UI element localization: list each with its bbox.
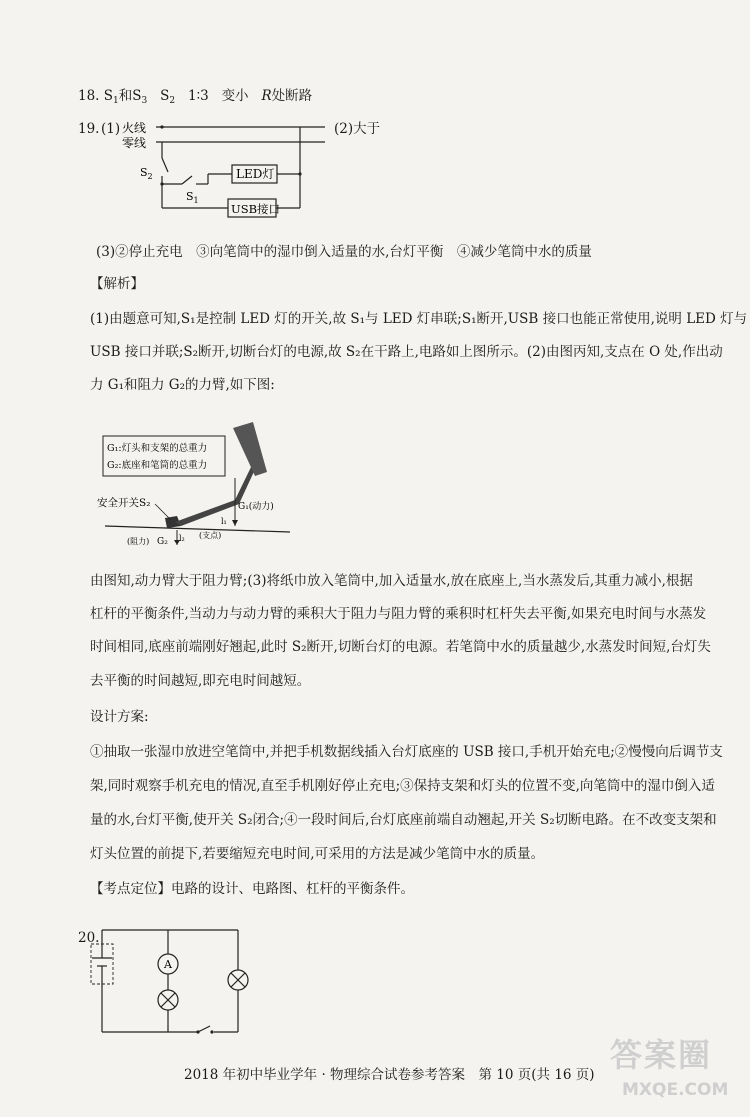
legend-g1: G₁:灯头和支架的总重力 — [107, 443, 208, 454]
kaodian: 【考点定位】电路的设计、电路图、杠杆的平衡条件。 — [90, 881, 414, 897]
analysis-line-1: (1)由题意可知,S₁是控制 LED 灯的开关,故 S₁与 LED 灯串联;S₁断开,USB 接口也能正常使用,说明 LED 灯与 — [90, 311, 748, 327]
base-line — [105, 526, 290, 532]
g2-label: G₂ — [157, 537, 168, 547]
conclusion-line-3: 时间相同,底座前端刚好翘起,此时 S₂断开,切断台灯的电源。若笔筒中水的质量越少,水蒸发时间短,台灯失 — [90, 639, 711, 655]
junction-dot — [160, 125, 163, 128]
page-footer: 2018 年初中毕业学年 · 物理综合试卷参考答案 第 10 页(共 16 页) — [184, 1067, 595, 1083]
usb-port-label: USB接口 — [231, 202, 281, 216]
design-line-3: 量的水,台灯平衡,使开关 S₂闭合;④一段时间后,台灯底座前端自动翘起,开关 S₂切断电路。在不改变支架和 — [90, 812, 717, 828]
l2-label: l₂ — [179, 534, 185, 543]
q19-circuit-diagram — [120, 118, 335, 223]
live-wire-label: 火线 — [122, 121, 147, 135]
analysis-title: 【解析】 — [90, 276, 144, 292]
watermark-url: MXQE.COM — [622, 1080, 729, 1100]
watermark-logo: 答案圈 — [610, 1036, 713, 1074]
q20-circuit-diagram — [88, 922, 248, 1042]
switch-s2-label: $S_2$ — [140, 166, 153, 181]
junction-dot — [160, 182, 163, 185]
design-line-4: 灯头位置的前提下,若要缩短充电时间,可采用的方法是减少笔筒中水的质量。 — [90, 846, 545, 862]
l1-label: l₁ — [221, 517, 227, 526]
legend-g2: G₂:底座和笔筒的总重力 — [107, 460, 208, 471]
junction-dot — [298, 172, 301, 175]
q18-number: 18. — [78, 88, 100, 104]
lamp-arm — [175, 463, 257, 526]
switch-s1-label: $S_1$ — [186, 190, 199, 205]
q20-number: 20. — [78, 930, 100, 946]
fulcrum-label: (支点) — [199, 531, 222, 540]
design-line-1: ①抽取一张湿巾放进空笔筒中,并把手机数据线插入台灯底座的 USB 接口,手机开始充电;②慢慢向后调节支 — [90, 744, 723, 760]
safety-switch-label: 安全开关S₂ — [97, 497, 151, 509]
q19-part1: (1) — [101, 121, 121, 137]
design-line-2: 架,同时观察手机充电的情况,直至手机刚好停止充电;③保持支架和灯头的位置不变,向笔筒中的湿巾倒入适 — [90, 778, 715, 794]
design-title: 设计方案: — [90, 709, 149, 725]
analysis-line-3: 力 G₁和阻力 G₂的力臂,如下图: — [90, 377, 275, 393]
analysis-line-2: USB 接口并联;S₂断开,切断台灯的电源,故 S₂在干路上,电路如上图所示。(2)由图丙知,支点在 O 处,作出动 — [90, 344, 723, 360]
lamp-head — [233, 422, 267, 476]
conclusion-line-4: 去平衡的时间越短,即充电时间越短。 — [90, 673, 311, 689]
q19-part2: (2)大于 — [334, 121, 381, 137]
q19-number: 19. — [78, 121, 100, 137]
q19-part3: (3)②停止充电 ③向笔筒中的湿巾倒入适量的水,台灯平衡 ④减少笔筒中水的质量 — [96, 244, 592, 260]
lever-diagram — [95, 408, 295, 553]
conclusion-line-1: 由图知,动力臂大于阻力臂;(3)将纸巾放入笔筒中,加入适量水,放在底座上,当水蒸发后,其重力减小,根据 — [90, 573, 693, 589]
g1-label: G₁(动力) — [238, 502, 274, 512]
resistance-label: (阻力) — [127, 537, 150, 546]
led-lamp-label: LED灯 — [236, 167, 275, 181]
question-18: 18. $S_1$和$S_3$ $S_2$ 1∶3 变小 R处断路 — [78, 88, 313, 106]
neutral-wire-label: 零线 — [122, 136, 147, 150]
conclusion-line-2: 杠杆的平衡条件,当动力与动力臂的乘积大于阻力与阻力臂的乘积时杠杆失去平衡,如果充电时间与水蒸发 — [90, 606, 707, 622]
ammeter-label: A — [164, 958, 172, 971]
